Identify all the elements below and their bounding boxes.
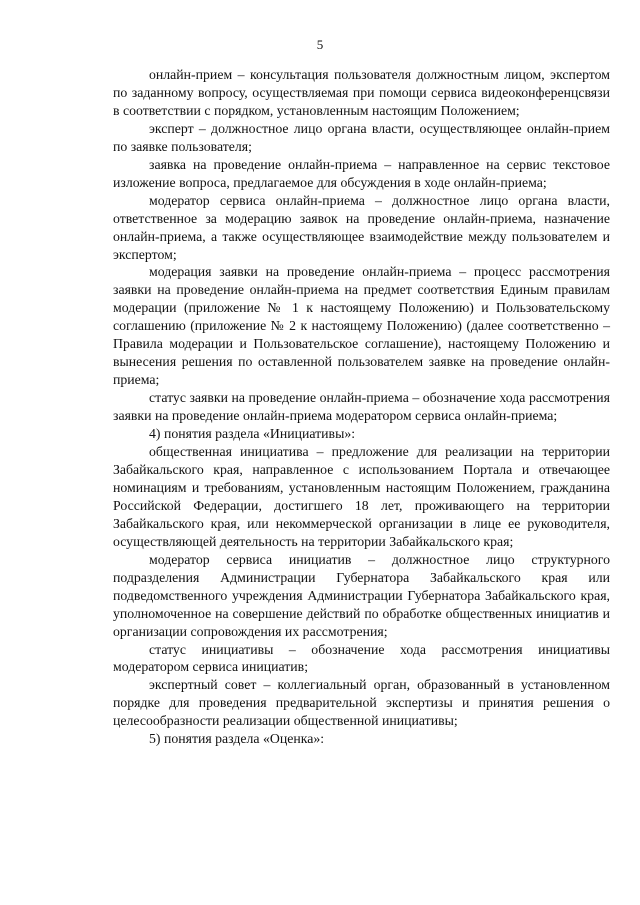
definition-public-initiative: общественная инициатива – предложение для реализации на территории Забайкальского края, направленное с использованием Портала и отвечающее номинациям и требованиям, установленным настоящим Положением, гражданина Российской Федерации, достигшего 18 лет, проживающего на территории Забайкальского края, или некоммерческой организации в лице ее руководителя, осуществляющей деятельность на территории Забайкальского края; (113, 444, 610, 549)
definition-expert-council: экспертный совет – коллегиальный орган, образованный в установленном порядке для проведения предварительной экспертизы и принятия решения о целесообразности реализации общественной инициативы; (113, 677, 610, 729)
definition-request-status: статус заявки на проведение онлайн-приема – обозначение хода рассмотрения заявки на проведение онлайн-приема модератором сервиса онлайн-приема; (113, 390, 610, 424)
definition-initiatives-moderator: модератор сервиса инициатив – должностное лицо структурного подразделения Администрации Губернатора Забайкальского края или подведомственного учреждения Администрации Губернатора Забайкальского края, уполномоченное на совершение действий по обработке общественных инициатив и организации сопровождения их рассмотрения; (113, 551, 610, 639)
definition-online-reception: онлайн-прием – консультация пользователя должностным лицом, экспертом по заданному вопросу, осуществляемая при помощи сервиса видеоконференцсвязи в соответствии с порядком, установленным настоящим Положением; (113, 67, 610, 118)
document-body (113, 66, 610, 748)
page-number: 5 (316, 37, 324, 52)
section-heading-assessment: 5) понятия раздела «Оценка»: (149, 731, 325, 747)
section-heading-initiatives: 4) понятия раздела «Инициативы»: (149, 426, 356, 442)
definition-reception-request: заявка на проведение онлайн-приема – направленное на сервис текстовое изложение вопроса, предлагаемое для обсуждения в ходе онлайн-приема; (113, 156, 610, 190)
definition-expert: эксперт – должностное лицо органа власти, осуществляющее онлайн-прием по заявке пользователя; (113, 120, 610, 154)
definition-initiative-status: статус инициативы – обозначение хода рассмотрения инициативы модератором сервиса инициатив; (113, 641, 610, 675)
definition-request-moderation: модерация заявки на проведение онлайн-приема – процесс рассмотрения заявки на проведение онлайн-приема на предмет соответствия Единым правилам модерации (приложение № 1 к настоящему Положению) и Пользовательскому соглашению (приложение № 2 к настоящему Положению) (далее соответственно – Правила модерации и Пользовательское соглашение), настоящему Положению и вынесения решения по оставленной пользователем заявке на проведение онлайн-приема; (113, 264, 610, 388)
definition-reception-moderator: модератор сервиса онлайн-приема – должностное лицо органа власти, ответственное за модерацию заявок на проведение онлайн-приема, назначение онлайн-приема, а также осуществляющее взаимодействие между пользователем и экспертом; (113, 192, 610, 262)
